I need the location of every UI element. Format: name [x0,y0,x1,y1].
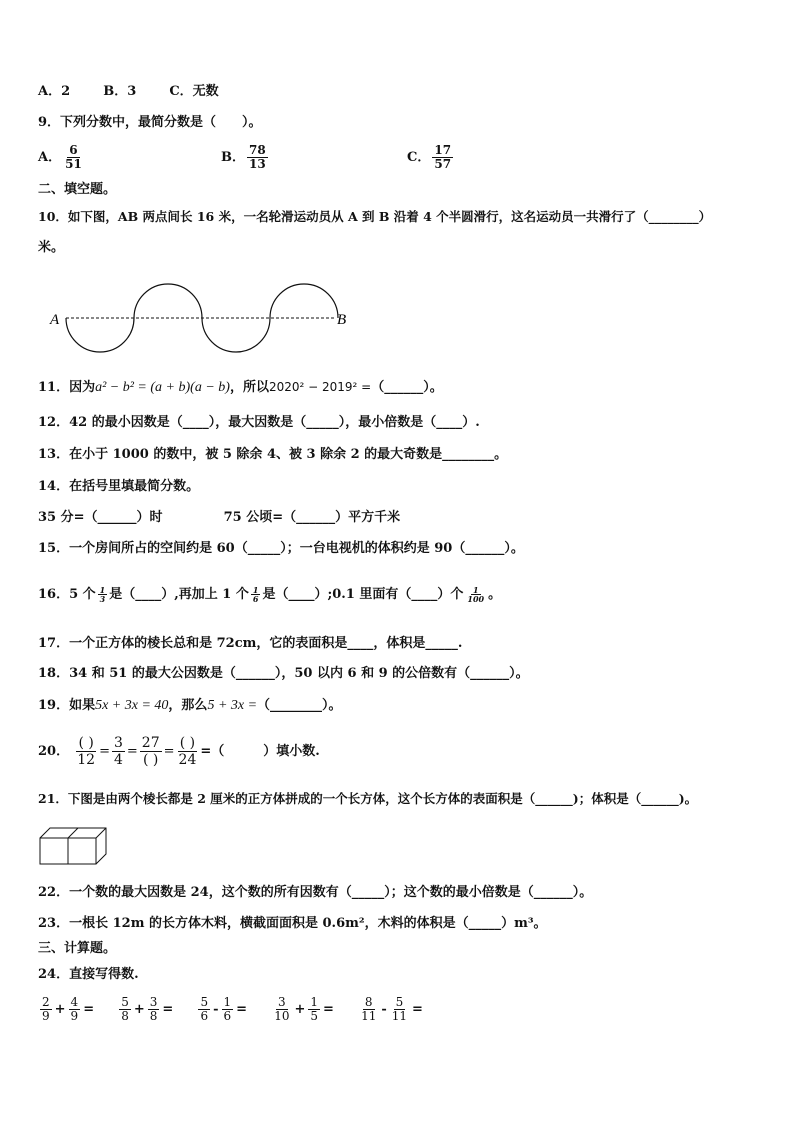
q18: 18．34 和 51 的最大公因数是（______），50 以内 6 和 9 的公倍数有（______）。 [38,666,529,681]
q14-part-a: 35 分=（______）时 [38,510,163,525]
q19-expression: 5 + 3x = [207,698,258,713]
fraction: $\frac{6}{51}$ [65,143,82,171]
calc-item-4: $\frac{3}{10}$ + $\frac{1}{5}$ = [274,995,334,1023]
q17: 17．一个正方体的棱长总和是 72cm，它的表面积是____，体积是_____. [38,636,463,651]
q16: 16．5 个 $\frac{1}{3}$ 是（____）,再加上 1 个 $\frac{1}{6}$ 是（____）;0.1 里面有（____）个 $\frac{1}{100}$ 。 [38,585,502,604]
semicircle-diagram [48,280,358,355]
q9-option-b: B． $\frac{78}{13}$ [221,143,266,171]
fraction: $\frac{1}{3}$ [99,585,106,604]
calc-item-2: $\frac{5}{8}$ + $\frac{3}{8}$ = [121,995,174,1023]
q19: 19．如果5x + 3x = 40，那么5 + 3x =（________）。 [38,698,342,713]
fraction: $\frac{1}{5}$ [310,995,319,1023]
section-calculation: 三、计算题。 [38,941,117,956]
calculation-row [38,995,442,1023]
semicircle-3 [202,318,270,352]
label-b: B [337,312,347,328]
q21: 21．下图是由两个棱长都是 2 厘米的正方体拼成的一个长方体，这个长方体的表面积是（______)；体积是（______)。 [38,791,698,806]
fraction: $\frac{27}{( )}$ [141,735,160,768]
semicircle-2 [134,284,202,318]
q11: 11．因为a² − b² = (a + b)(a − b)，所以2020² − 2019² =（______）。 [38,380,443,395]
q14: 14．在括号里填最简分数。 [38,479,200,494]
q11-identity: a² − b² = (a + b)(a − b) [95,380,230,395]
q11-expression: 2020² − 2019² = [268,380,372,394]
q8-option-a: A．2 [38,84,71,99]
fraction: $\frac{5}{6}$ [200,995,209,1023]
q23: 23．一根长 12m 的长方体木料，横截面面积是 0.6m²，木料的体积是（_____）m³。 [38,916,547,931]
q19-equation: 5x + 3x = 40 [95,698,169,713]
q12: 12．42 的最小因数是（____），最大因数是（_____），最小倍数是（____）. [38,415,480,430]
fraction: $\frac{1}{6}$ [252,585,259,604]
semicircle-1 [66,318,134,352]
q8-options [38,83,219,101]
q8-option-b: B．3 [103,84,137,99]
fraction: $\frac{5}{8}$ [121,995,129,1023]
q9-option-a: A． $\frac{6}{51}$ [38,143,82,171]
calc-item-3: $\frac{5}{6}$ - $\frac{1}{6}$ = [200,995,248,1023]
label-a: A [50,312,60,328]
q13: 13．在小于 1000 的数中，被 5 除余 4、被 3 除余 2 的最大奇数是________。 [38,447,508,462]
fraction: $\frac{3}{10}$ [274,995,290,1023]
q10-line2: 米。 [38,240,65,255]
fraction: $\frac{17}{57}$ [434,143,452,171]
fraction: $\frac{4}{9}$ [70,995,79,1023]
fraction: $\frac{( )}{12}$ [77,735,96,768]
q15: 15．一个房间所占的空间约是 60（_____）；一台电视机的体积约是 90（______）。 [38,541,524,556]
q22: 22．一个数的最大因数是 24，这个数的所有因数有（_____）；这个数的最小倍数是（______）。 [38,885,593,900]
fraction: $\frac{78}{13}$ [249,143,266,171]
q9-stem: 9．下列分数中，最简分数是（ ）。 [38,115,262,130]
q14-parts [38,509,400,527]
q20: 20． $\frac{( )}{12}$ = $\frac{3}{4}$ = $\frac{27}{( )}$ = $\frac{( )}{24}$ =（ ）填小数. [38,735,320,768]
fraction: $\frac{3}{4}$ [113,735,123,768]
cuboid-diagram [38,826,110,866]
semicircle-4 [270,284,338,318]
q14-part-b: 75 公顷=（______）平方千米 [223,510,401,525]
calc-item-5: $\frac{8}{11}$ - $\frac{5}{11}$ = [361,995,423,1023]
fraction: $\frac{8}{11}$ [361,995,377,1023]
fraction: $\frac{2}{9}$ [42,995,50,1023]
q24: 24．直接写得数. [38,967,139,982]
q10-line1: 10．如下图，AB 两点间长 16 米，一名轮滑运动员从 A 到 B 沿着 4 个半圆滑行，这名运动员一共滑行了（________） [38,209,712,224]
q8-option-c: C．无数 [169,84,219,99]
fraction: $\frac{1}{100}$ [467,585,485,604]
fraction: $\frac{1}{6}$ [223,995,232,1023]
calc-item-1: $\frac{2}{9}$ + $\frac{4}{9}$ = [42,995,95,1023]
section-fill-blank: 二、填空题。 [38,182,117,197]
q9-option-c: C． $\frac{17}{57}$ [407,143,452,171]
fraction: $\frac{( )}{24}$ [178,735,197,768]
fraction: $\frac{3}{8}$ [149,995,158,1023]
fraction: $\frac{5}{11}$ [391,995,408,1023]
